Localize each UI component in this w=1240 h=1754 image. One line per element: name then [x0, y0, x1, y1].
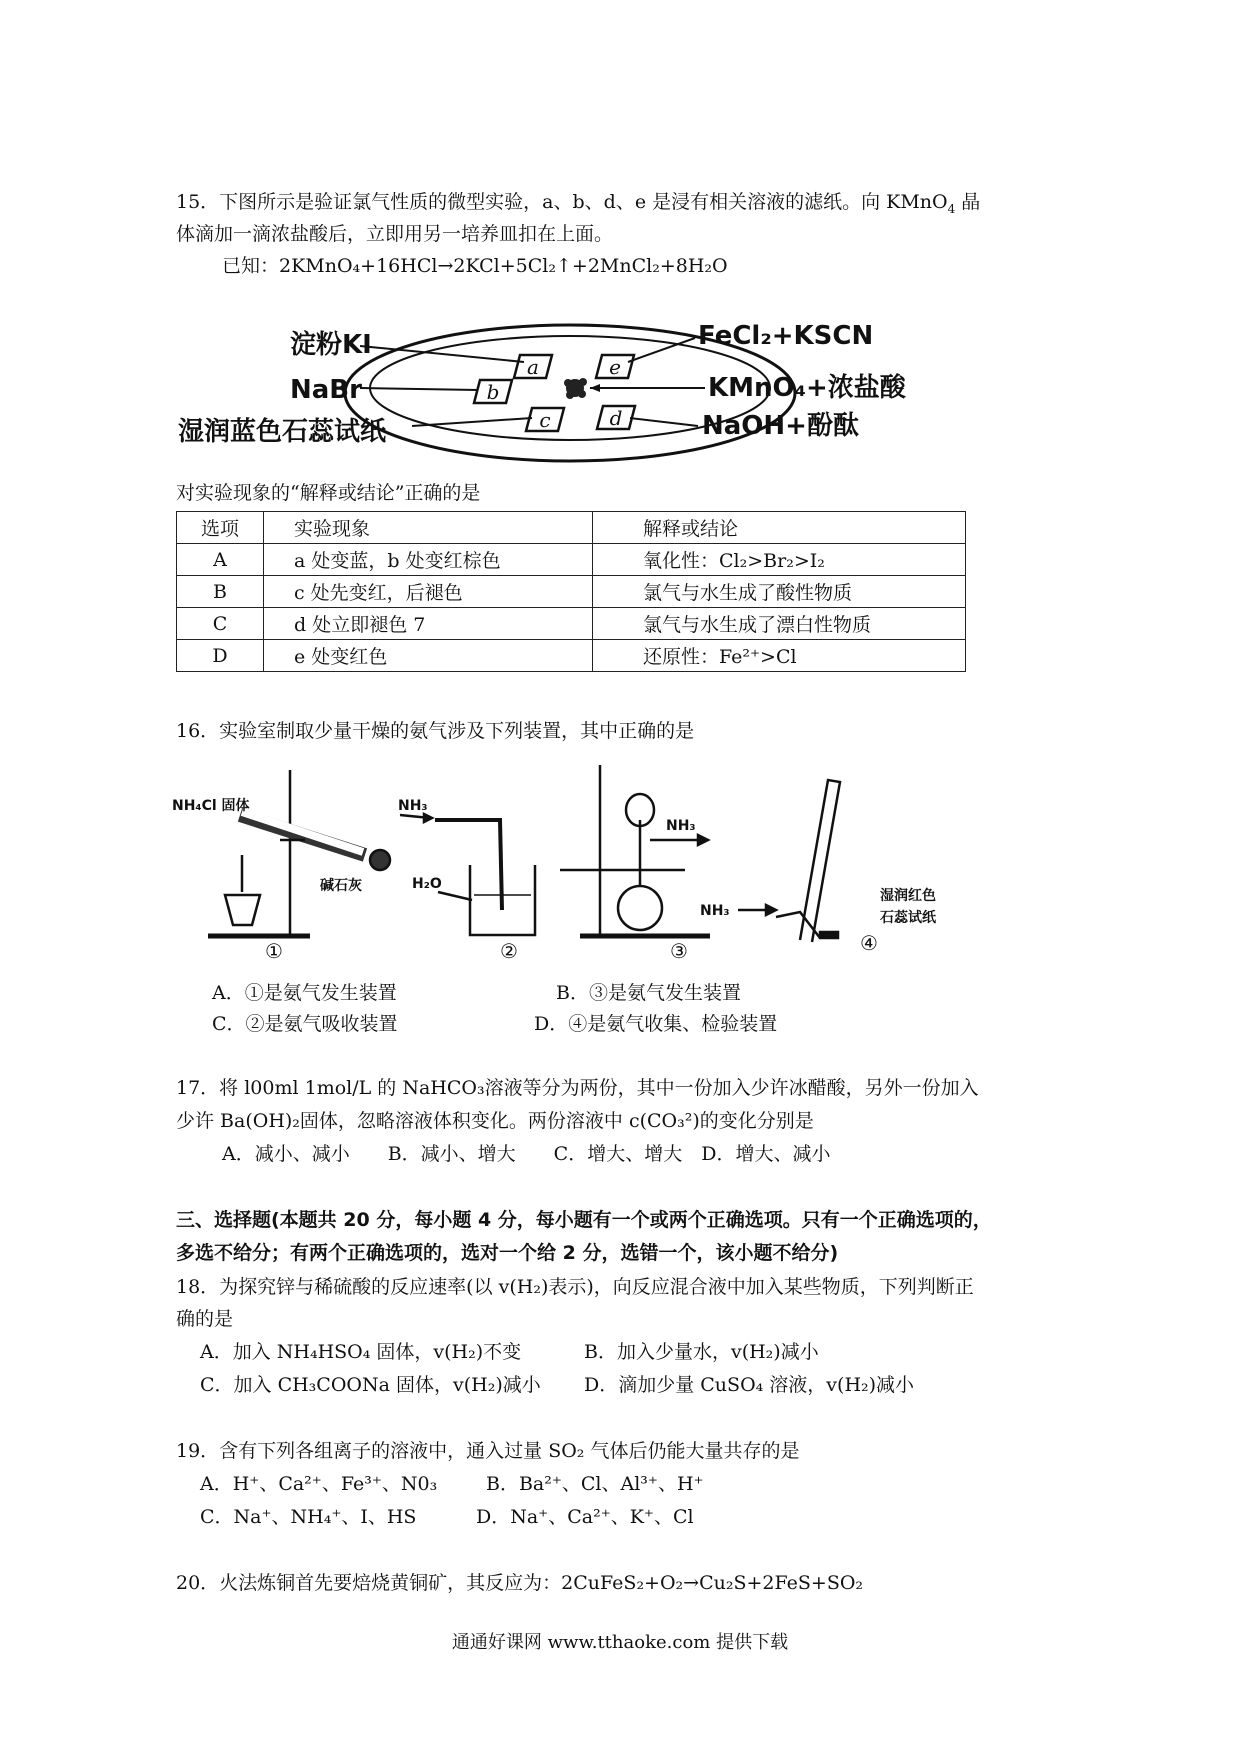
q18-stem-line1: 18．为探究锌与稀硫酸的反应速率(以 v(H₂)表示)，向反应混合液中加入某些物质，下列判断正 — [176, 1276, 974, 1298]
paper-b-label: b — [486, 380, 500, 404]
label-kmno4-hcl: KMnO₄+浓盐酸 — [708, 373, 906, 403]
q16-option-b: B．③是氨气发生装置 — [556, 982, 741, 1004]
label-blue-litmus: 湿润蓝色石蕊试纸 — [178, 417, 387, 447]
table-cell: d 处立即褪色 7 — [264, 608, 593, 640]
ammonia-apparatus-diagram — [172, 760, 1000, 963]
section3-heading-line2: 多选不给分；有两个正确选项的，选对一个给 2 分，选错一个，该小题不给分) — [176, 1242, 839, 1264]
q15-known-equation: 已知：2KMnO₄+16HCl→2KCl+5Cl₂↑+2MnCl₂+8H₂O — [222, 255, 728, 277]
q16-option-c: C．②是氨气吸收装置 — [212, 1013, 398, 1035]
table-header-cell: 选项 — [177, 512, 264, 544]
q18-option-a: A．加入 NH₄HSO₄ 固体，v(H₂)不变 — [200, 1341, 522, 1363]
label-red-litmus-2: 石蕊试纸 — [880, 910, 936, 926]
paper-a-label: a — [527, 355, 539, 379]
petri-dish-diagram — [178, 318, 950, 468]
table-cell: 氯气与水生成了漂白性物质 — [593, 608, 966, 640]
q19-option-b: B．Ba²⁺、Cl、Al³⁺、H⁺ — [486, 1473, 704, 1495]
table-row — [177, 576, 966, 608]
q19-stem: 19．含有下列各组离子的溶液中，通入过量 SO₂ 气体后仍能大量共存的是 — [176, 1440, 800, 1462]
q18-stem-line2: 确的是 — [176, 1308, 234, 1330]
kmno4-crystal — [564, 378, 587, 399]
q17-stem-line1: 17．将 l00ml 1mol/L 的 NaHCO₃溶液等分为两份，其中一份加入少许冰醋酸，另外一份加入 — [176, 1077, 979, 1099]
paper-d-label: d — [609, 406, 623, 430]
label-circle-1: ① — [265, 939, 283, 963]
label-circle-4: ④ — [860, 931, 878, 955]
label-red-litmus: 湿润红色 — [880, 888, 936, 904]
label-nabr: NaBr — [290, 375, 362, 405]
q18-option-d: D．滴加少量 CuSO₄ 溶液，v(H₂)减小 — [584, 1374, 915, 1396]
table-row — [177, 608, 966, 640]
label-starch-ki: 淀粉KI — [290, 330, 372, 360]
label-circle-3: ③ — [670, 939, 688, 963]
q16-option-d: D．④是氨气收集、检验装置 — [534, 1013, 778, 1035]
label-nh3-b: NH₃ — [666, 818, 696, 834]
table-cell: C — [177, 608, 264, 640]
q15-stem-line1: 15．下图所示是验证氯气性质的微型实验，a、b、d、e 是浸有相关溶液的滤纸。向 KMnO$_4$ 晶 — [176, 191, 981, 216]
table-row — [177, 640, 966, 672]
table-cell: c 处先变红，后褪色 — [264, 576, 593, 608]
q18-option-b: B．加入少量水，v(H₂)减小 — [584, 1341, 819, 1363]
table-cell: a 处变蓝，b 处变红棕色 — [264, 544, 593, 576]
q17-stem-line2: 少许 Ba(OH)₂固体，忽略溶液体积变化。两份溶液中 c(CO₃²)的变化分别是 — [176, 1110, 814, 1132]
q18-option-c: C．加入 CH₃COONa 固体，v(H₂)减小 — [200, 1374, 541, 1396]
q20-stem: 20．火法炼铜首先要焙烧黄铜矿，其反应为：2CuFeS₂+O₂→Cu₂S+2FeS+SO₂ — [176, 1572, 864, 1594]
label-nh3-a: NH₃ — [398, 798, 428, 814]
table-cell: e 处变红色 — [264, 640, 593, 672]
q19-option-c: C．Na⁺、NH₄⁺、I、HS — [200, 1506, 417, 1528]
label-h2o: H₂O — [412, 876, 442, 892]
q17-options: A．减小、减小 B．减小、增大 C．增大、增大 D．增大、减小 — [222, 1143, 831, 1165]
table-cell: 氯气与水生成了酸性物质 — [593, 576, 966, 608]
label-nh4cl-solid: NH₄Cl 固体 — [172, 798, 250, 814]
q16-stem: 16．实验室制取少量干燥的氨气涉及下列装置，其中正确的是 — [176, 720, 695, 742]
label-nh3-c: NH₃ — [700, 903, 730, 919]
table-header-cell: 实验现象 — [264, 512, 593, 544]
table-cell: A — [177, 544, 264, 576]
label-naoh-phenol: NaOH+酚酞 — [702, 411, 859, 441]
label-soda-lime: 碱石灰 — [320, 878, 362, 894]
q16-option-a: A．①是氨气发生装置 — [212, 982, 397, 1004]
table-cell: 还原性：Fe²⁺>Cl — [593, 640, 966, 672]
q15-question: 对实验现象的“解释或结论”正确的是 — [176, 482, 481, 504]
paper-c-label: c — [539, 408, 551, 432]
section3-heading-line1: 三、选择题(本题共 20 分，每小题 4 分，每小题有一个或两个正确选项。只有一个正确选项的， — [176, 1209, 992, 1231]
q15-stem-line2: 体滴加一滴浓盐酸后，立即用另一培养皿扣在上面。 — [176, 223, 614, 245]
table-header-cell: 解释或结论 — [593, 512, 966, 544]
paper-e-label: e — [609, 355, 621, 379]
q19-option-d: D．Na⁺、Ca²⁺、K⁺、Cl — [476, 1506, 694, 1528]
q19-option-a: A．H⁺、Ca²⁺、Fe³⁺、N0₃ — [200, 1473, 438, 1495]
table-cell: B — [177, 576, 264, 608]
q15-options-table — [176, 511, 966, 672]
label-circle-2: ② — [500, 939, 518, 963]
table-header-row — [177, 512, 966, 544]
page-footer: 通通好课网 www.tthaoke.com 提供下载 — [451, 1632, 789, 1653]
table-cell: D — [177, 640, 264, 672]
table-row — [177, 544, 966, 576]
label-fecl2-kscn: FeCl₂+KSCN — [698, 321, 874, 351]
table-cell: 氧化性：Cl₂>Br₂>I₂ — [593, 544, 966, 576]
